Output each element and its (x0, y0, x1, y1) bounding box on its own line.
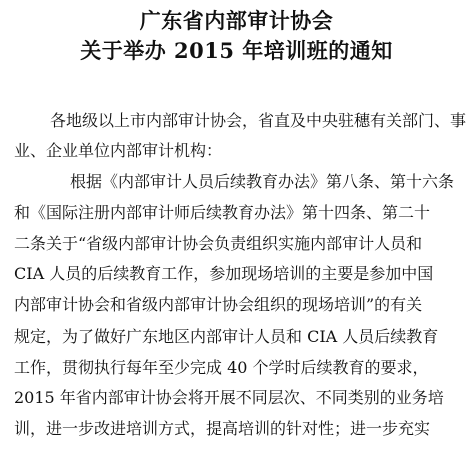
body-line: 规定，为了做好广东地区内部审计人员和 CIA 人员后续教育 (14, 327, 439, 346)
body-line: 各地级以上市内部审计协会，省直及中央驻穗有关部门、事 (50, 111, 467, 130)
document-title-line-2: 关于举办 2015 年培训班的通知 (80, 38, 393, 63)
body-line: 根据《内部审计人员后续教育办法》第八条、第十六条 (70, 172, 455, 191)
body-line: 2015 年省内部审计协会将开展不同层次、不同类别的业务培 (14, 388, 444, 407)
body-line: 工作，贯彻执行每年至少完成 40 个学时后续教育的要求， (14, 358, 429, 377)
body-line: 二条关于“省级内部审计协会负责组织实施内部审计人员和 (14, 234, 423, 253)
body-line: 业、企业单位内部审计机构： (14, 141, 223, 160)
body-line: 训，进一步改进培训方式，提高培训的针对性；进一步充实 (14, 419, 431, 438)
body-line: CIA 人员的后续教育工作，参加现场培训的主要是参加中国 (14, 264, 434, 283)
body-line: 内部审计协会和省级内部审计协会组织的现场培训”的有关 (14, 295, 423, 314)
document-title-line-1: 广东省内部审计协会 (139, 8, 334, 33)
body-line: 和《国际注册内部审计师后续教育办法》第十四条、第二十 (14, 203, 431, 222)
